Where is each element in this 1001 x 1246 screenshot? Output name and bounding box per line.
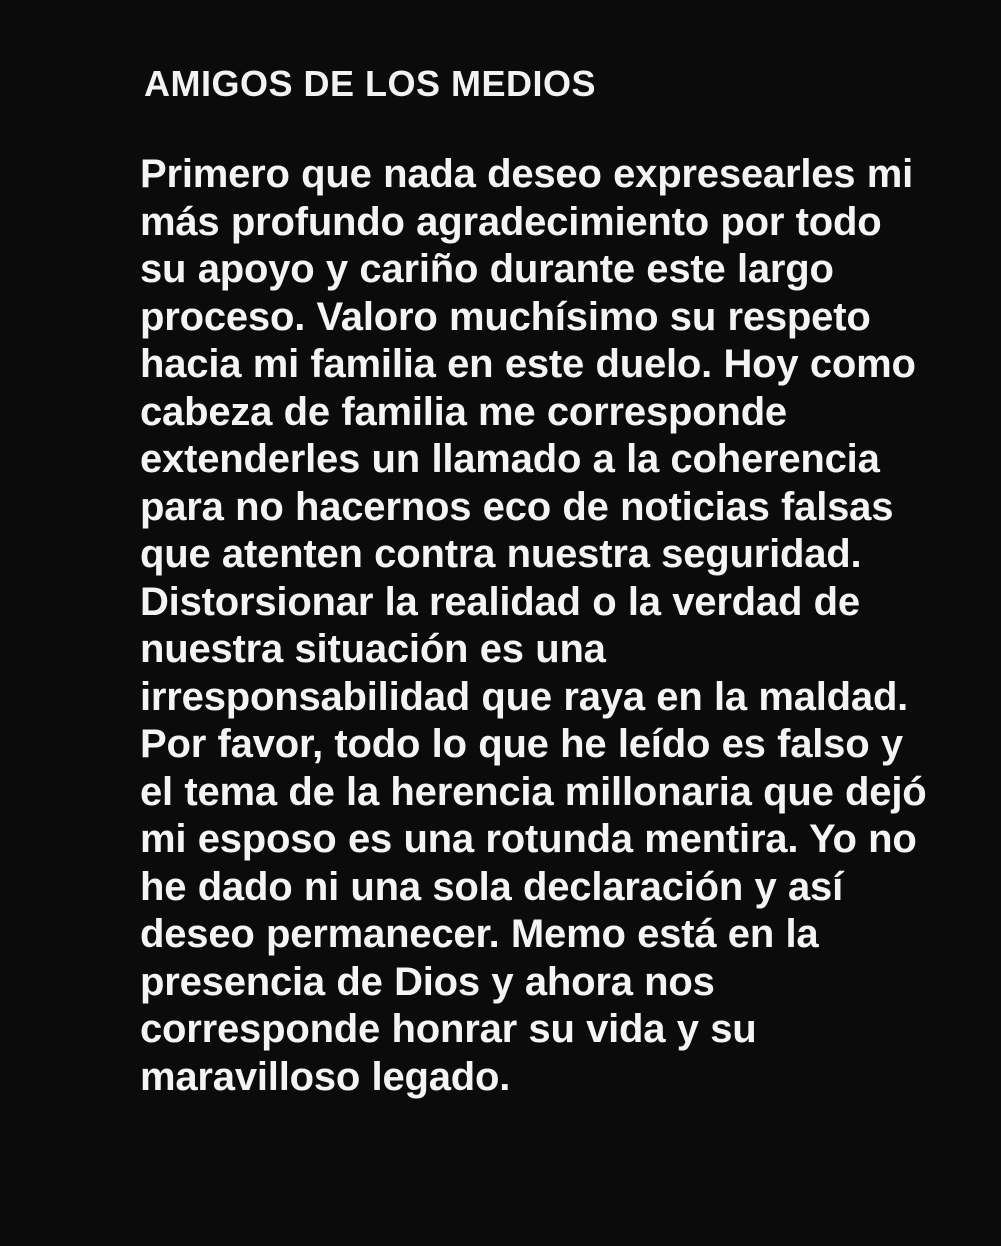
statement-title: AMIGOS DE LOS MEDIOS — [144, 63, 597, 104]
statement-body-text: Primero que nada deseo expresearles mi más profundo agradecimiento por todo su apoyo y cariño durante este largo proceso. Valoro muchísimo su respeto hacia mi familia en este duelo. Hoy como cabeza de familia me corresponde extenderles un llamado a la coherencia para no hacernos eco de noticias falsas que atenten contra nuestra seguridad. Distorsionar la realidad o la verdad de nuestra situación es una irresponsabilidad que raya en la maldad. Por favor, todo lo que he leído es falso y el tema de la herencia millonaria que dejó mi esposo es una rotunda mentira. Yo no he dado ni una sola declaración y así deseo permanecer. Memo está en la presencia de Dios y ahora nos corresponde honrar su vida y su maravilloso legado. — [140, 152, 927, 1099]
statement-container — [140, 62, 940, 1101]
